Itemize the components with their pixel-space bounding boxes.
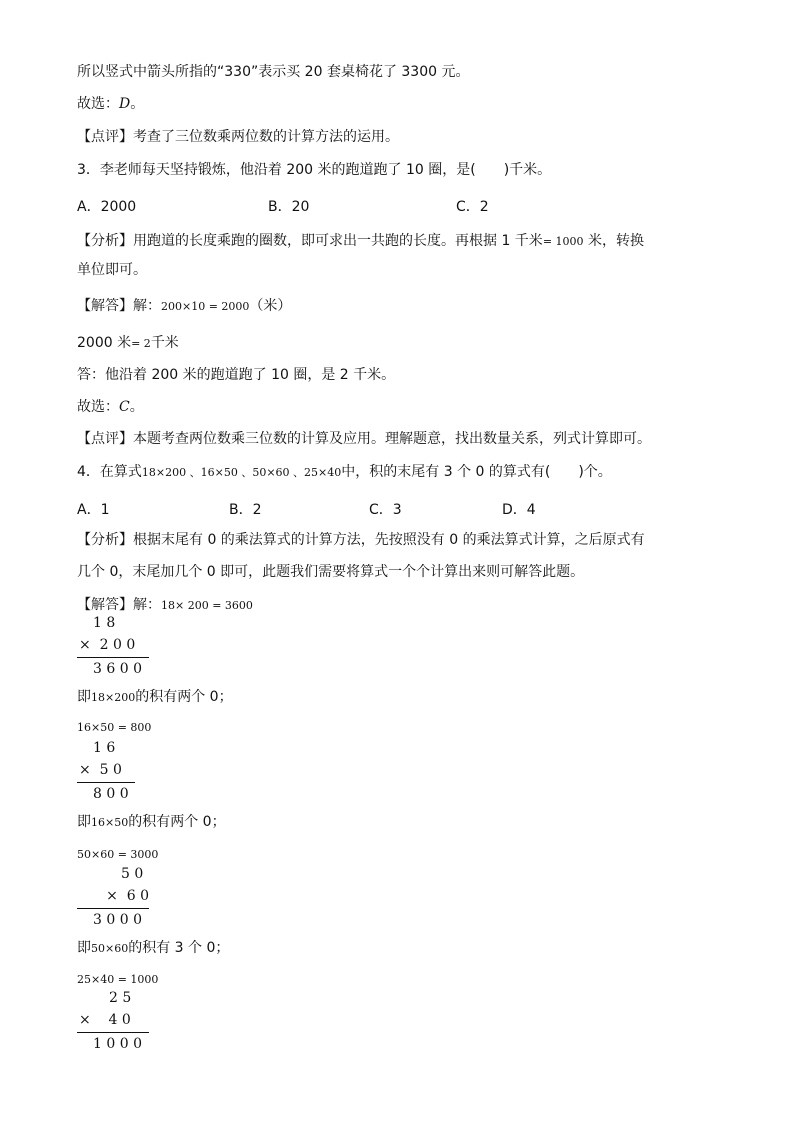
result-line <box>77 782 135 783</box>
note-math: 18×200 <box>91 691 136 704</box>
multiplier <box>79 888 149 904</box>
q4-math: 18×200 、16×50 、50×60 、25×40 <box>141 466 342 479</box>
equation-4: 25×40 = 1000 <box>77 973 159 986</box>
q3-option-c: C．2 <box>456 199 489 215</box>
text-line: 所以竖式中箭头所指的“330”表示买 20 套桌椅花了 3300 元。 <box>77 64 470 80</box>
note-post: 的积有两个 0； <box>135 689 233 705</box>
multiplier: × 4 0 <box>79 1012 131 1028</box>
note-pre: 即 <box>77 689 91 705</box>
q4-option-d: D．4 <box>502 502 536 518</box>
multiplicand: 2 5 <box>109 990 132 1006</box>
q4-analysis-line-1: 【分析】根据末尾有 0 的乘法算式的计算方法，先按照没有 0 的乘法算式计算，之后原式有 <box>77 532 645 548</box>
note-line-2 <box>77 812 226 833</box>
multiplier: × 2 0 0 <box>79 637 136 653</box>
equation-3: 50×60 = 3000 <box>77 848 159 861</box>
note-math: 50×60 <box>91 942 129 955</box>
vertical-calculation-1 <box>77 615 157 685</box>
product: 3 6 0 0 <box>93 661 142 677</box>
multiplicand: 5 0 <box>121 866 144 882</box>
multiplicand: 1 8 <box>93 615 116 631</box>
analysis-text-end: 米，转换 <box>583 233 644 249</box>
result-line <box>77 908 149 909</box>
solution-unit: （米） <box>249 298 292 314</box>
q4-analysis-line-2: 几个 0，末尾加几个 0 即可，此题我们需要将算式一个个计算出来则可解答此题。 <box>77 564 585 580</box>
q4-solution-line <box>77 595 253 616</box>
note-pre: 即 <box>77 814 91 830</box>
note-line-3 <box>77 938 229 959</box>
result-line <box>77 1032 149 1033</box>
question-4 <box>77 462 612 483</box>
product: 1 0 0 0 <box>93 1036 142 1052</box>
product: 3 0 0 0 <box>93 912 142 928</box>
q3-analysis-line-2: 单位即可。 <box>77 262 147 278</box>
result-line <box>77 657 149 658</box>
q4-option-a: A．1 <box>77 502 110 518</box>
q4-option-b: B．2 <box>229 502 262 518</box>
choice-suffix: 。 <box>130 96 145 112</box>
comment-line: 【点评】考查了三位数乘两位数的计算方法的运用。 <box>77 129 399 145</box>
note-post: 的积有两个 0； <box>128 814 226 830</box>
note-math: 16×50 <box>91 816 129 829</box>
choice-line <box>77 94 144 114</box>
q3-option-a: A．2000 <box>77 199 137 215</box>
multiplier-text: × 6 0 <box>106 888 149 904</box>
choice-prefix: 故选： <box>77 96 119 112</box>
q3-solution-line <box>77 296 291 317</box>
q4-text-pre: 4．在算式 <box>77 464 142 480</box>
q3-comment-line: 【点评】本题考查两位数乘三位数的计算及应用。理解题意，找出数量关系，列式计算即可。 <box>77 431 651 447</box>
choice-suffix: 。 <box>129 399 144 415</box>
note-post: 的积有 3 个 0； <box>128 940 230 956</box>
question-3: 3．李老师每天坚持锻炼，他沿着 200 米的跑道跑了 10 圈，是( )千米。 <box>77 162 552 178</box>
vertical-calculation-3 <box>77 866 157 936</box>
conversion-pre: 2000 米 <box>77 335 132 351</box>
conversion-post: 千米 <box>150 335 179 351</box>
note-line-1 <box>77 687 233 708</box>
note-pre: 即 <box>77 940 91 956</box>
analysis-text: 【分析】用跑道的长度乘跑的圈数，即可求出一共跑的长度。再根据 1 千米 <box>77 233 543 249</box>
q4-option-c: C．3 <box>369 502 402 518</box>
solution-math: 200×10 = 2000 <box>161 300 250 313</box>
choice-answer: D <box>119 96 131 112</box>
multiplier: × 5 0 <box>79 762 122 778</box>
solution-label: 【解答】解： <box>77 597 161 613</box>
equation-2: 16×50 = 800 <box>77 721 152 734</box>
q3-choice-line <box>77 397 144 417</box>
q3-analysis-line-1 <box>77 231 644 252</box>
q3-answer-line: 答：他沿着 200 米的跑道跑了 10 圈，是 2 千米。 <box>77 367 396 383</box>
q4-text-post: 中，积的末尾有 3 个 0 的算式有( )个。 <box>341 464 612 480</box>
choice-prefix: 故选： <box>77 399 119 415</box>
multiplicand: 1 6 <box>93 740 116 756</box>
product: 8 0 0 <box>93 786 129 802</box>
choice-answer: C <box>119 399 130 415</box>
q3-conversion-line <box>77 333 179 354</box>
q3-option-b: B．20 <box>268 199 310 215</box>
vertical-calculation-4 <box>77 990 157 1060</box>
solution-label: 【解答】解： <box>77 298 161 314</box>
solution-math: 18× 200 = 3600 <box>161 599 253 612</box>
vertical-calculation-2 <box>77 740 157 810</box>
conversion-math: = 2 <box>131 337 151 350</box>
analysis-math: = 1000 <box>542 235 584 248</box>
